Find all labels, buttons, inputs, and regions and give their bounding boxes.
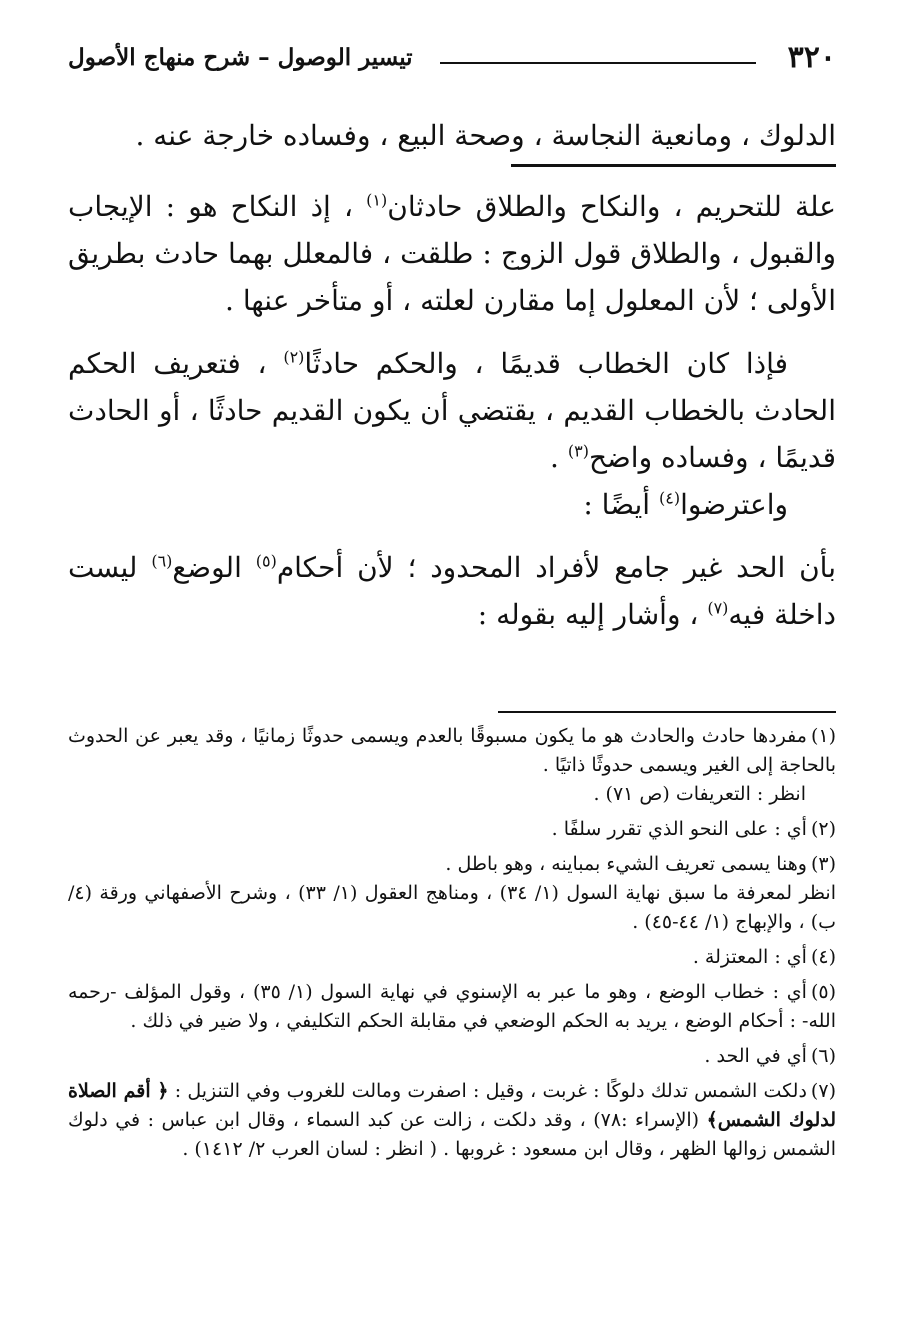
footnote-4-text: أي : المعتزلة .	[692, 946, 807, 968]
paragraph-4-text-a: بأن الحد غير جامع لأفراد المحدود ؛ لأن أحكام	[276, 551, 837, 584]
paragraph-2	[68, 340, 836, 481]
footnote-3-text: وهنا يسمى تعريف الشيء بمباينه ، وهو باطل .	[445, 853, 807, 875]
footnote-marker-1: (١)	[810, 725, 836, 747]
footnote-marker-6: (٦)	[810, 1045, 836, 1067]
footnote-1-text: مفردها حادث والحادث هو ما يكون مسبوقًا بالعدم ويسمى حدوثًا زمانيًا ، وقد يعبر عن الحدوث بالحاجة إلى الغير ويسمى حدوثًا ذاتيًا .	[68, 725, 836, 776]
footnote-ref-5: (٥)	[255, 551, 277, 571]
footnote-ref-1: (١)	[366, 190, 388, 210]
paragraph-3-text-b: أيضًا :	[583, 488, 659, 521]
paragraph-1-text-a: علة للتحريم ، والنكاح والطلاق حادثان	[387, 190, 837, 223]
paragraph-2-text-c: .	[550, 441, 568, 474]
footnote-7-text-b: (الإسراء :٧٨) ، وقد دلكت ، زالت عن كبد السماء ، وقال ابن عباس : في دلوك الشمس زوالها الظهر ، وقال ابن مسعود : غروبها . ( انظر : لسان العرب ٢/ ١٤١٢) .	[68, 1109, 836, 1160]
footnote-3-reference: انظر لمعرفة ما سبق نهاية السول (١/ ٣٤) ، ومناهج العقول (١/ ٣٣) ، وشرح الأصفهاني ورقة (٤/ ب) ، والإبهاج (١/ ٤٤-٤٥) .	[68, 882, 837, 933]
footnote-ref-7: (٧)	[707, 598, 729, 618]
footnote-5	[68, 978, 836, 1036]
footnote-5-text: أي : خطاب الوضع ، وهو ما عبر به الإسنوي في نهاية السول (١/ ٣٥) ، وقول المؤلف -رحمه الله- : أحكام الوضع ، يريد به الحكم الوضعي في مقابلة الحكم التكليفي ، ولا ضير في ذلك .	[68, 981, 836, 1032]
footnote-ref-4: (٤)	[658, 488, 681, 508]
footnote-2-text: أي : على النحو الذي تقرر سلفًا .	[551, 818, 807, 840]
paragraph-2-text-a: فإذا كان الخطاب قديمًا ، والحكم حادثًا	[304, 347, 788, 380]
paragraph-4-text-c: ليست داخلة فيه	[68, 551, 836, 631]
footnote-marker-3: (٣)	[810, 853, 836, 875]
footnote-marker-5: (٥)	[810, 981, 836, 1003]
paragraph-4	[68, 544, 836, 638]
footnote-6-text: أي في الحد .	[704, 1045, 807, 1067]
footnote-ref-2: (٢)	[283, 347, 305, 367]
page-header	[68, 38, 836, 78]
page-number: ٣٢٠	[787, 40, 836, 75]
paragraph-4-text-d: ، وأشار إليه بقوله :	[477, 598, 708, 631]
footnote-7-text-a: دلكت الشمس تدلك دلوكًا : غربت ، وقيل : اصفرت ومالت للغروب وفي التنزيل :	[168, 1080, 807, 1102]
quran-quote: ﴿ أقم الصلاة لدلوك الشمس﴾	[68, 1080, 837, 1131]
footnote-marker-7: (٧)	[810, 1080, 836, 1102]
header-rule	[440, 62, 756, 64]
footnote-ref-3: (٣)	[567, 441, 589, 461]
running-title: تيسير الوصول – شرح منهاج الأصول	[68, 44, 413, 71]
footnote-1	[68, 722, 836, 809]
footnote-3	[68, 850, 836, 937]
footnote-marker-2: (٢)	[810, 818, 836, 840]
footnote-ref-6: (٦)	[151, 551, 173, 571]
footnotes	[68, 722, 836, 1170]
paragraph-2-text-b: ، فتعريف الحكم الحادث بالخطاب القديم ، يقتضي أن يكون القديم حادثًا ، أو الحادث قديمًا ، وفساده واضح	[68, 347, 836, 474]
footnote-4	[68, 943, 836, 972]
footnote-6	[68, 1042, 836, 1071]
footnote-2	[68, 815, 836, 844]
main-text	[68, 112, 836, 638]
paragraph-1-text-b: ، إذ النكاح هو : الإيجاب والقبول ، والطلاق قول الزوج : طلقت ، فالمعلل بهما حادث بطريق الأولى ؛ لأن المعلول إما مقارن لعلته ، أو متأخر عنها .	[68, 190, 836, 317]
paragraph-3-text-a: واعترضوا	[680, 488, 788, 521]
footnote-rule	[498, 711, 836, 713]
footnote-marker-4: (٤)	[810, 946, 836, 968]
paragraph-4-text-b: الوضع	[172, 551, 256, 584]
footnote-7	[68, 1077, 836, 1164]
section-rule	[511, 164, 836, 167]
footnote-1-reference: انظر : التعريفات (ص ٧١) .	[593, 783, 806, 805]
paragraph-1	[68, 183, 836, 324]
paragraph-3	[68, 481, 836, 528]
continued-line: الدلوك ، ومانعية النجاسة ، وصحة البيع ، وفساده خارجة عنه .	[135, 119, 836, 152]
